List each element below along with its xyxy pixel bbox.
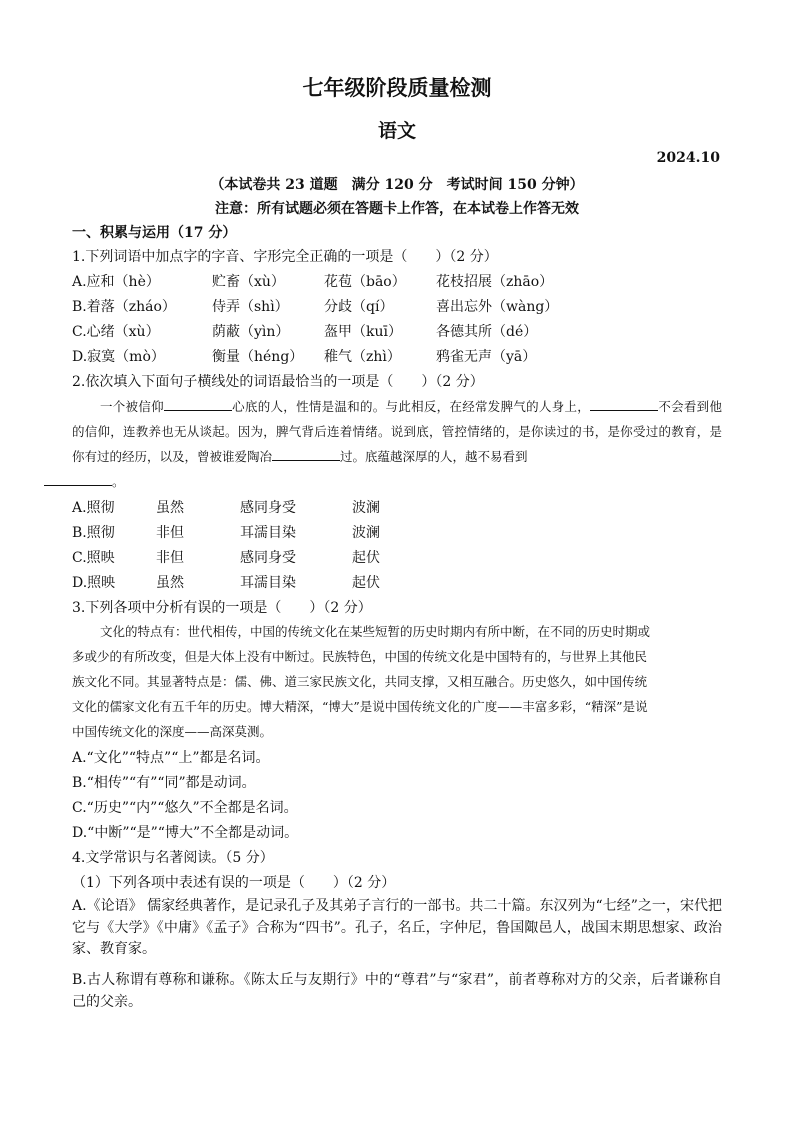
q2-option-cell: 感同身受 bbox=[240, 550, 296, 566]
passage-line: 文化的特点有：世代相传，中国的传统文化在某些短暂的历史时期内有所中断，在不同的历史时期或 bbox=[100, 624, 651, 639]
passage-text: 是你受过的教育，是你有过的经历，以及，曾被谁爱陶冶 bbox=[72, 424, 722, 464]
q1-option-cell: 稚气（zhì） bbox=[324, 349, 401, 365]
q1-option-cell: A.应和（hè） bbox=[72, 274, 160, 290]
fill-blank-4 bbox=[44, 471, 112, 486]
fill-blank-3 bbox=[272, 446, 340, 461]
question-1-stem: 1.下列词语中加点字的字音、字形完全正确的一项是（ ）（2 分） bbox=[72, 249, 498, 265]
q1-option-cell: 花苞（bāo） bbox=[324, 274, 406, 290]
q2-option-cell: A.照彻 bbox=[72, 500, 115, 516]
passage-line: 族文化不同。其显著特点是：儒、佛、道三家民族文化，共同支撑，又相互融合。历史悠久，如中国传统 bbox=[72, 674, 648, 689]
exam-date: 2024.10 bbox=[656, 150, 720, 166]
q1-option-cell: 各德其所（dé） bbox=[436, 324, 538, 340]
q4-option-a: A.《论语》 儒家经典著作，是记录孔子及其弟子言行的一部书。共二十篇。东汉列为“七经”之一，宋代把它与《大学》《中庸》《孟子》合称为“四书”。孔子，名丘，字仲尼，鲁国陬邑人，战国末期思想家、政治家、教育家。 bbox=[72, 898, 722, 957]
q3-option: B.“相传”“有”“同”都是动词。 bbox=[72, 775, 256, 791]
q2-option-cell: 虽然 bbox=[156, 500, 184, 516]
q1-option-cell: 衡量（héng） bbox=[212, 349, 304, 365]
q4-option-b: B.古人称谓有尊称和谦称。《陈太丘与友期行》中的“尊君”与“家君”，前者尊称对方的父亲，后者谦称自己的父亲。 bbox=[72, 972, 722, 1010]
q2-option-cell: 非但 bbox=[156, 525, 184, 541]
passage-text: 。 bbox=[112, 474, 125, 489]
passage-text: 一个被信仰 bbox=[100, 399, 164, 414]
q2-option-cell: B.照彻 bbox=[72, 525, 115, 541]
q1-option-cell: D.寂寞（mò） bbox=[72, 349, 165, 365]
q1-option-cell: B.着落（zháo） bbox=[72, 299, 176, 315]
q1-option-cell: C.心绪（xù） bbox=[72, 324, 160, 340]
q2-option-cell: D.照映 bbox=[72, 575, 116, 591]
question-3-stem: 3.下列各项中分析有误的一项是（ ）（2 分） bbox=[72, 600, 372, 616]
q3-option: A.“文化”“特点”“上”都是名词。 bbox=[72, 750, 270, 766]
passage-text: 会看到他的信仰，连教养也无从谈起。因为，脾气背后连着情绪。说到底，管控情绪的，是你读过的书， bbox=[72, 399, 722, 439]
fill-blank-2 bbox=[590, 396, 658, 411]
q2-option-cell: 波澜 bbox=[352, 525, 380, 541]
q3-option: D.“中断”“是”“博大”不全都是动词。 bbox=[72, 825, 299, 841]
q1-option-cell: 侍弄（shì） bbox=[212, 299, 289, 315]
exam-title: 七年级阶段质量检测 bbox=[302, 75, 492, 100]
question-4-stem: 4.文学常识与名著阅读。（5 分） bbox=[72, 850, 274, 866]
exam-notice: 注意：所有试题必须在答题卡上作答，在本试卷上作答无效 bbox=[215, 201, 579, 217]
q2-option-cell: 起伏 bbox=[352, 550, 380, 566]
passage-line: 多或少的有所改变，但是大体上没有中断过。民族特色，中国的传统文化是中国特有的，与世界上其他民 bbox=[72, 649, 648, 664]
passage-text: 心底的人，性情是温和的。与此相反，在经常发脾气的人身上， bbox=[231, 399, 591, 414]
question-2-passage bbox=[72, 394, 722, 494]
subject-title: 语文 bbox=[377, 120, 416, 142]
q2-option-cell: 耳濡目染 bbox=[240, 575, 296, 591]
q1-option-cell: 喜出忘外（wàng） bbox=[436, 299, 559, 315]
q2-option-cell: C.照映 bbox=[72, 550, 115, 566]
exam-info: （本试卷共 23 道题 满分 120 分 考试时间 150 分钟） bbox=[210, 177, 584, 193]
q1-option-cell: 荫蔽（yìn） bbox=[212, 324, 290, 340]
q1-option-cell: 分歧（qí） bbox=[324, 299, 394, 315]
q1-option-cell: 贮畜（xù） bbox=[212, 274, 285, 290]
q2-option-cell: 波澜 bbox=[352, 500, 380, 516]
q3-option: C.“历史”“内”“悠久”不全都是名词。 bbox=[72, 800, 298, 816]
section-title: 一、积累与运用（17 分） bbox=[72, 225, 237, 241]
passage-line: 中国传统文化的深度——高深莫测。 bbox=[72, 724, 273, 739]
q2-option-cell: 耳濡目染 bbox=[240, 525, 296, 541]
q1-option-cell: 花枝招展（zhāo） bbox=[436, 274, 554, 290]
question-4-sub1: （1）下列各项中表述有误的一项是（ ）（2 分） bbox=[72, 875, 396, 891]
q2-option-cell: 感同身受 bbox=[240, 500, 296, 516]
question-2-stem: 2.依次填入下面句子横线处的词语最恰当的一项是（ ）（2 分） bbox=[72, 374, 484, 390]
q2-option-cell: 非但 bbox=[156, 550, 184, 566]
q2-option-cell: 起伏 bbox=[352, 575, 380, 591]
passage-text: 过。底蕴越深厚的人，越不易看到 bbox=[340, 449, 528, 464]
q2-option-cell: 虽然 bbox=[156, 575, 184, 591]
passage-line: 文化的儒家文化有五千年的历史。博大精深，“博大”是说中国传统文化的广度——丰富多彩，“精深”是说 bbox=[72, 699, 648, 714]
q1-option-cell: 盔甲（kuī） bbox=[324, 324, 402, 340]
fill-blank-1 bbox=[164, 396, 232, 411]
q1-option-cell: 鸦雀无声（yā） bbox=[436, 349, 537, 365]
passage-text: 不 bbox=[658, 399, 672, 414]
